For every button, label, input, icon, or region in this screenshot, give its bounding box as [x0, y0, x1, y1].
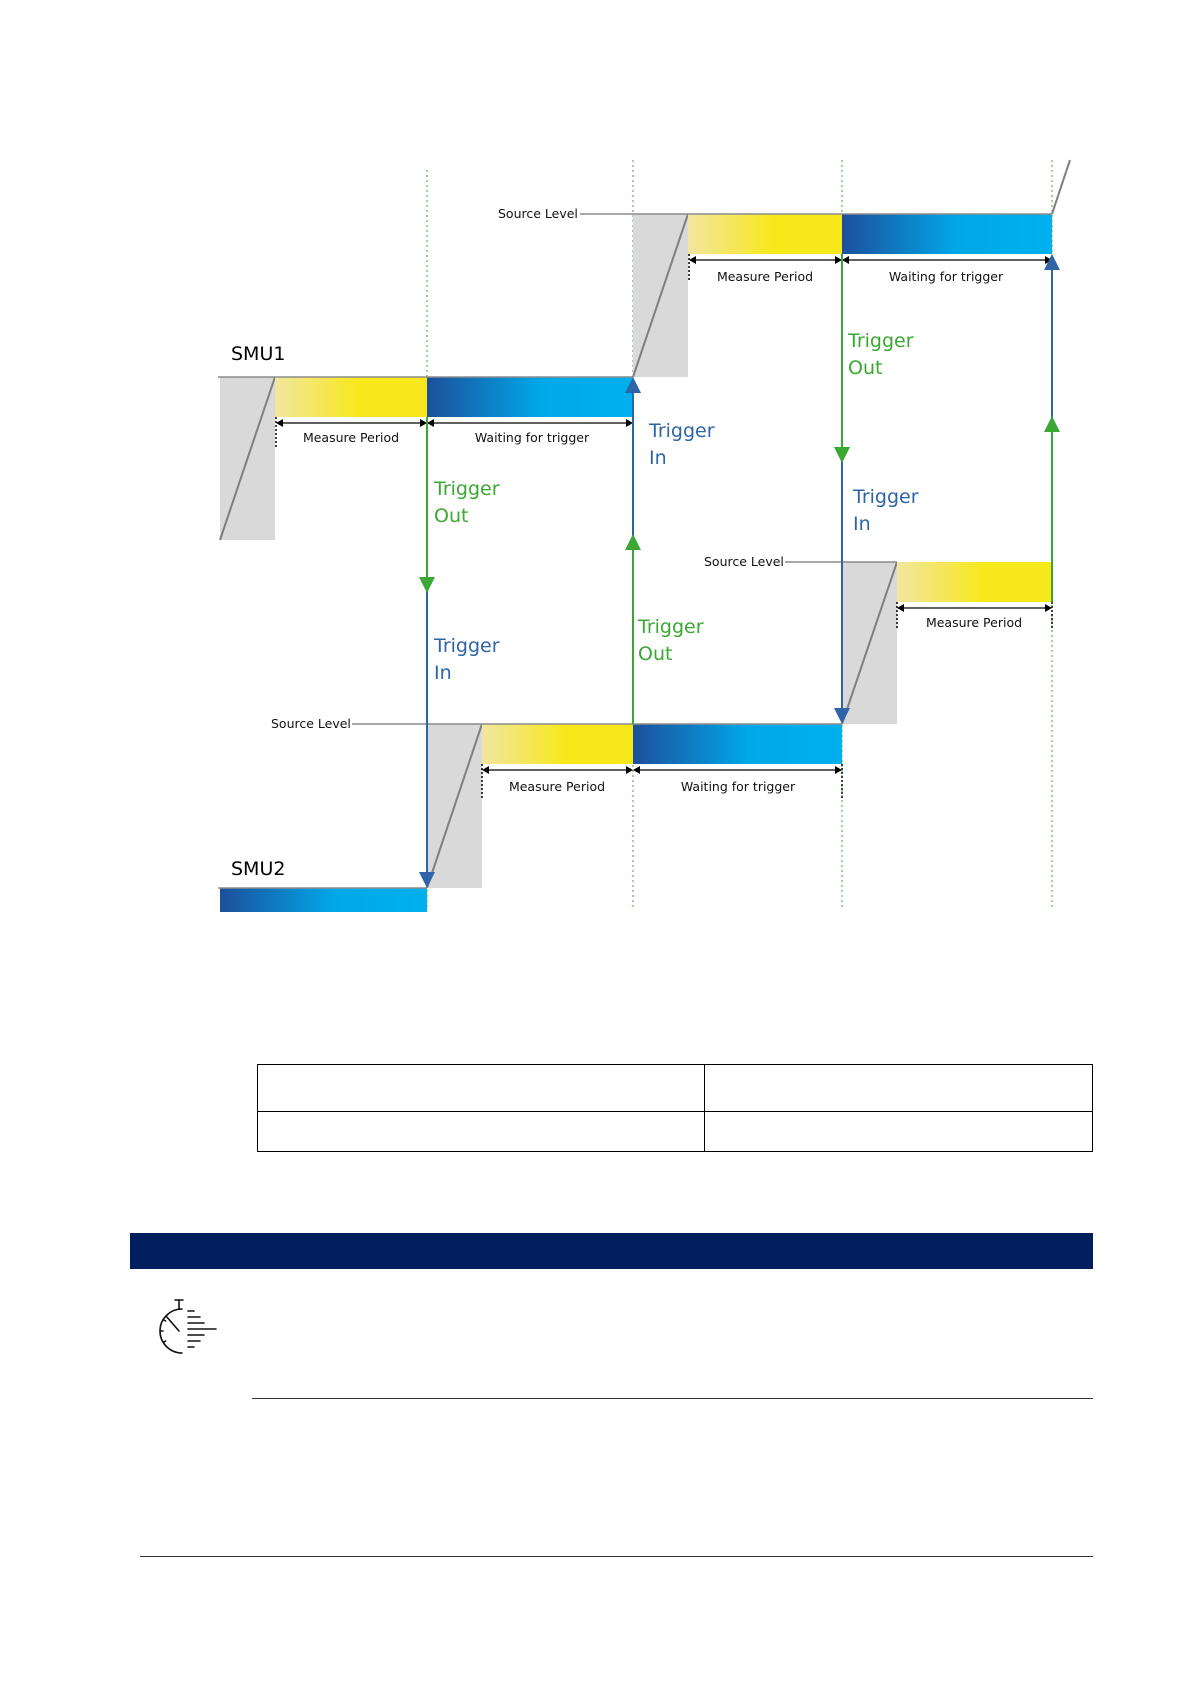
trigger-in-label: In — [649, 447, 667, 469]
trigger-out-label: Out — [434, 505, 469, 527]
trigger-in-label: In — [853, 513, 871, 535]
dimension-arrowhead — [633, 766, 640, 774]
trigger-in-label: Trigger — [853, 486, 919, 508]
arrowhead-up-green — [1044, 416, 1060, 432]
dimension-arrowhead — [1045, 604, 1052, 612]
measure-bar — [688, 214, 842, 254]
dimension-arrowhead — [626, 766, 633, 774]
dimension-arrowhead — [689, 256, 696, 264]
ramp-line — [1052, 160, 1070, 214]
waiting-label: Waiting for trigger — [680, 779, 796, 794]
source-level-label: Source Level — [498, 206, 578, 221]
measure-period-label: Measure Period — [925, 615, 1023, 630]
section-banner — [130, 1233, 1093, 1269]
dimension-arrowhead — [626, 419, 633, 427]
smu1-label: SMU1 — [231, 343, 286, 365]
wait-bar — [220, 888, 427, 912]
dimension-arrowhead — [835, 256, 842, 264]
measure-period-label: Measure Period — [716, 269, 814, 284]
trigger-out-label: Out — [638, 643, 673, 665]
footer-divider — [140, 1556, 1093, 1557]
dimension-arrowhead — [420, 419, 427, 427]
table-cell — [258, 1065, 705, 1112]
waiting-label: Waiting for trigger — [474, 430, 590, 445]
measure-period-label: Measure Period — [508, 779, 606, 794]
measure-bar — [275, 377, 427, 417]
trigger-out-label: Trigger — [638, 616, 704, 638]
measure-bar — [897, 562, 1052, 602]
arrowhead-up-green — [625, 534, 641, 550]
wait-bar — [842, 214, 1052, 254]
note-divider — [252, 1398, 1093, 1399]
table-cell — [258, 1112, 705, 1152]
smu2-label: SMU2 — [231, 858, 286, 880]
trigger-in-label: Trigger — [434, 635, 500, 657]
stopwatch-icon — [148, 1297, 220, 1359]
info-table — [257, 1064, 1093, 1152]
trigger-out-label: Trigger — [434, 478, 500, 500]
waiting-label: Waiting for trigger — [888, 269, 1004, 284]
table-row — [258, 1065, 1093, 1112]
trigger-out-label: Trigger — [848, 330, 914, 352]
measure-bar — [482, 724, 633, 764]
dimension-arrowhead — [842, 256, 849, 264]
dimension-arrowhead — [835, 766, 842, 774]
table-cell — [705, 1065, 1093, 1112]
arrowhead-down-green — [419, 577, 435, 593]
trigger-in-label: In — [434, 662, 452, 684]
table-cell — [705, 1112, 1093, 1152]
trigger-in-label: Trigger — [649, 420, 715, 442]
wait-bar — [427, 377, 633, 417]
source-level-label: Source Level — [271, 716, 351, 731]
dimension-arrowhead — [427, 419, 434, 427]
arrowhead-down-green — [834, 447, 850, 463]
trigger-out-label: Out — [848, 357, 883, 379]
source-level-label: Source Level — [704, 554, 784, 569]
table-row — [258, 1112, 1093, 1152]
wait-bar — [633, 724, 842, 764]
dimension-arrowhead — [897, 604, 904, 612]
dimension-arrowhead — [482, 766, 489, 774]
dimension-arrowhead — [276, 419, 283, 427]
measure-period-label: Measure Period — [302, 430, 400, 445]
